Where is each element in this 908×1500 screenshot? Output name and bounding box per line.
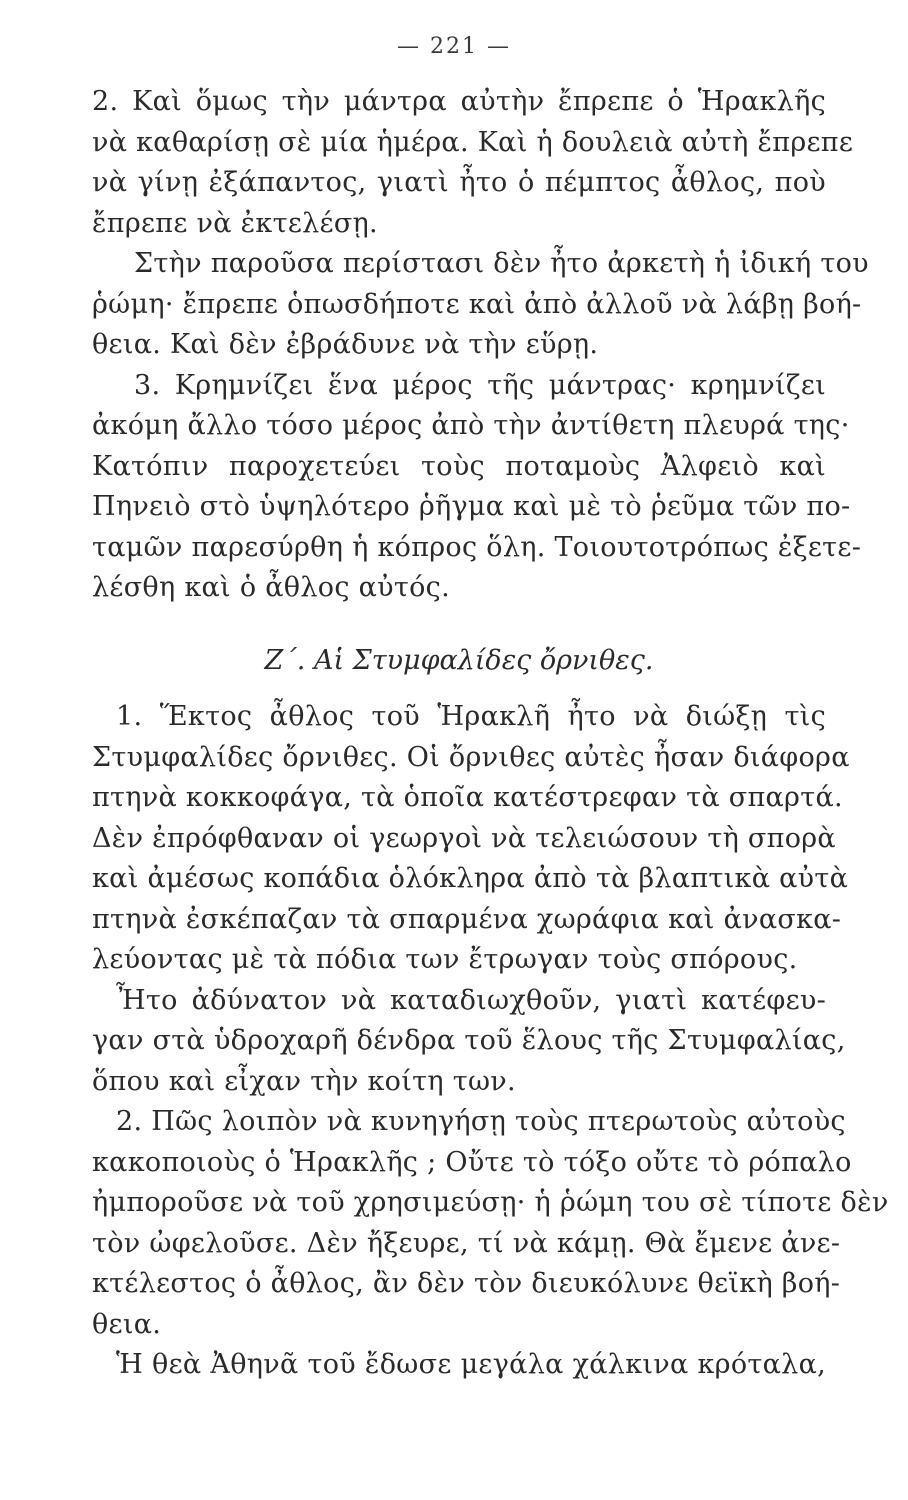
text-line: λέσθη καὶ ὁ ἆθλος αὐτός. <box>92 572 450 603</box>
text-line: Στυμφαλίδες ὄρνιθες. Οἱ ὄρνιθες αὐτὲς ἦσαν διάφορα <box>92 741 850 773</box>
text-line: Δὲν ἐπρόφθαναν οἱ γεωργοὶ νὰ τελειώσουν τὴ σπορὰ <box>92 822 836 854</box>
text-line: τὸν ὠφελοῦσε. Δὲν ἤξευρε, τί νὰ κάμῃ. Θὰ ἔμενε ἀνε- <box>92 1227 841 1259</box>
section-heading-wrap <box>92 641 826 681</box>
text-line: 3. Κρημνίζει ἕνα μέρος τῆς μάντρας· κρημνίζει <box>134 369 826 401</box>
text-line: καὶ ἀμέσως κοπάδια ὁλόκληρα ἀπὸ τὰ βλαπτικὰ αὐτὰ <box>92 863 849 894</box>
text-line: νὰ γίνῃ ἐξάπαντος, γιατὶ ἦτο ὁ πέμπτος ἆθλος, ποὺ <box>92 167 826 198</box>
text-line: 2. Καὶ ὅμως τὴν μάντρα αὐτὴν ἔπρεπε ὁ Ἡρακλῆς <box>92 86 826 117</box>
text-line: 2. Πῶς λοιπὸν νὰ κυνηγήσῃ τοὺς πτερωτοὺς αὐτοὺς <box>116 1106 846 1137</box>
text-line: ἔπρεπε νὰ ἐκτελέσῃ. <box>92 207 378 239</box>
text-line: πτηνὰ κοκκοφάγα, τὰ ὁποῖα κατέστρεφαν τὰ σπαρτά. <box>92 782 843 813</box>
text-line: ἠμποροῦσε νὰ τοῦ χρησιμεύσῃ· ἡ ῥώμη του σὲ τίποτε δὲν <box>92 1187 889 1218</box>
text-line: νὰ καθαρίσῃ σὲ μία ἡμέρα. Καὶ ἡ δουλειὰ αὐτὴ ἔπρεπε <box>92 126 854 158</box>
text-line: Κατόπιν παροχετεύει τοὺς ποταμοὺς Ἀλφειὸ καὶ <box>92 450 826 482</box>
text-line: πτηνὰ ἐσκέπαζαν τὰ σπαρμένα χωράφια καὶ ἀνασκα- <box>92 903 842 935</box>
text-line: κτέλεστος ὁ ἆθλος, ἂν δὲν τὸν διευκόλυνε θεϊκὴ βοή- <box>92 1268 841 1299</box>
text-line: ὅπου καὶ εἶχαν τὴν κοίτη των. <box>92 1065 516 1097</box>
text-line: λεύοντας μὲ τὰ πόδια των ἔτρωγαν τοὺς σπόρους. <box>92 944 798 975</box>
text-line: Ἦτο ἀδύνατον νὰ καταδιωχθοῦν, γιατὶ κατέφευ- <box>116 984 826 1016</box>
text-line: ταμῶν παρεσύρθη ἡ κόπρος ὅλη. Τοιουτοτρόπως ἐξετε- <box>92 531 862 563</box>
text-line: θεια. <box>92 1308 162 1340</box>
text-line: ἀκόμη ἄλλο τόσο μέρος ἀπὸ τὴν ἀντίθετη πλευρά της· <box>92 410 850 441</box>
text-line: θεια. Καὶ δὲν ἐβράδυνε νὰ τὴν εὕρῃ. <box>92 329 599 360</box>
text-line: Ἡ θεὰ Ἀθηνᾶ τοῦ ἔδωσε μεγάλα χάλκινα κρόταλα, <box>116 1349 826 1380</box>
text-line: 1. Ἕκτος ἆθλος τοῦ Ἡρακλῆ ἦτο νὰ διώξῃ τὶς <box>116 701 826 732</box>
section-2-text <box>92 697 889 1386</box>
section-1-text <box>92 82 869 609</box>
text-line: Στὴν παροῦσα περίστασι δὲν ἦτο ἀρκετὴ ἡ ἰδική του <box>134 248 869 279</box>
text-line: Πηνειὸ στὸ ὑψηλότερο ῥῆγμα καὶ μὲ τὸ ῥεῦμα τῶν πο- <box>92 491 851 522</box>
section-heading: Ζ΄. Αἱ Στυμφαλίδες ὄρνιθες. <box>264 645 654 676</box>
page-number: — 221 — <box>397 34 511 59</box>
text-line: κακοποιοὺς ὁ Ἡρακλῆς ; Οὔτε τὸ τόξο οὔτε τὸ ρόπαλο <box>92 1146 852 1178</box>
text-line: ῥώμη· ἔπρεπε ὁπωσδήποτε καὶ ἀπὸ ἀλλοῦ νὰ λάβῃ βοή- <box>92 288 862 320</box>
text-line: γαν στὰ ὑδροχαρῆ δένδρα τοῦ ἕλους τῆς Στυμφαλίας, <box>92 1025 846 1056</box>
